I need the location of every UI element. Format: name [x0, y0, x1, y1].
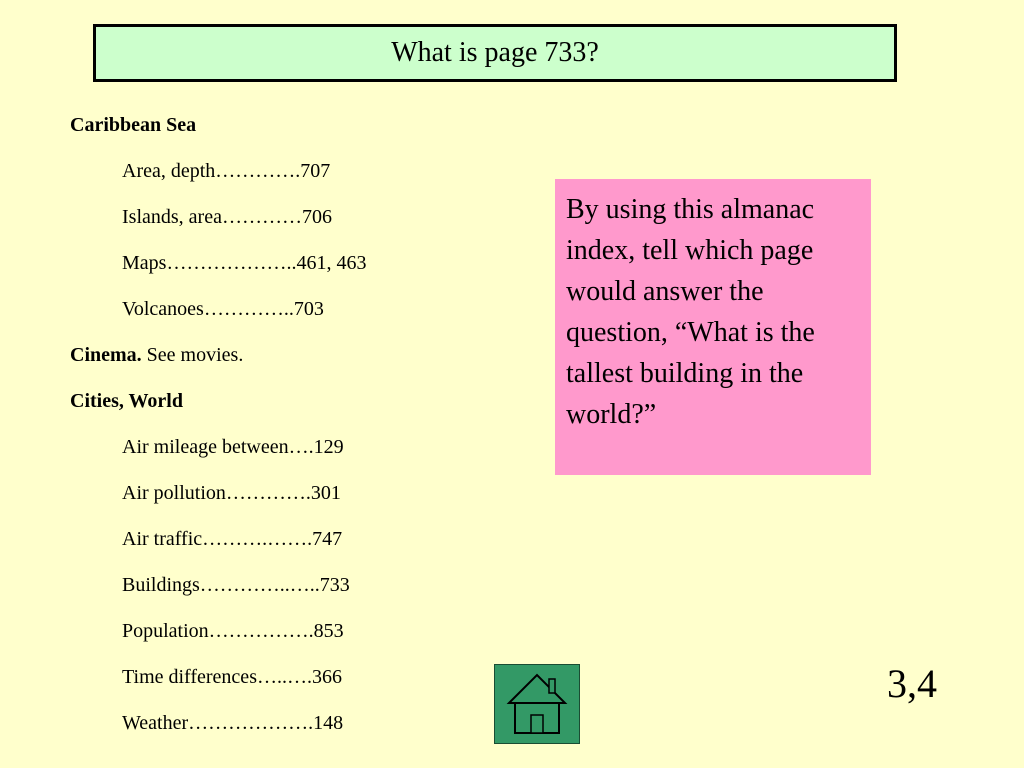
index-subentry	[70, 527, 490, 573]
index-entry-label: Cinema.	[70, 344, 142, 366]
index-subentry	[70, 205, 490, 251]
index-heading	[70, 113, 490, 159]
index-entry-label: Islands, area…………706	[122, 206, 332, 228]
index-subentry	[70, 573, 490, 619]
index-entry-label: Air traffic……….…….747	[122, 528, 343, 550]
index-entry-label: Air pollution………….301	[122, 482, 341, 504]
index-entry-label: Time differences…..….366	[122, 666, 342, 688]
index-subentry	[70, 711, 490, 757]
index-subentry	[70, 251, 490, 297]
index-subentry	[70, 159, 490, 205]
index-entry-label: Cities, World	[70, 390, 183, 412]
index-subentry	[70, 481, 490, 527]
index-entry-label: Area, depth………….707	[122, 160, 331, 182]
index-subentry	[70, 619, 490, 665]
answer-text: What is page 733?	[391, 37, 599, 68]
index-entry-label: Air mileage between….129	[122, 436, 344, 458]
index-subentry	[70, 665, 490, 711]
index-entry-label: Maps………………..461, 463	[122, 252, 367, 274]
index-entry-label: Population…………….853	[122, 620, 344, 642]
index-entry-label: Volcanoes…………..703	[122, 298, 324, 320]
answer-box	[93, 24, 897, 82]
index-entry-label: Buildings…………..…..733	[122, 574, 350, 596]
home-button[interactable]	[494, 664, 580, 744]
index-heading	[70, 343, 490, 389]
question-box	[555, 179, 871, 475]
index-entry-label: Caribbean Sea	[70, 114, 197, 136]
index-entry-label: Weather……………….148	[122, 712, 344, 734]
question-text: By using this almanac index, tell which page would answer the question, “What is the tallest building in the world?”	[566, 194, 815, 430]
index-subentry	[70, 297, 490, 343]
home-icon	[495, 665, 579, 743]
index-subentry	[70, 435, 490, 481]
almanac-index	[70, 113, 490, 757]
slide-number: 3,4	[887, 661, 937, 706]
index-heading	[70, 389, 490, 435]
index-entry-note: See movies.	[141, 344, 244, 366]
